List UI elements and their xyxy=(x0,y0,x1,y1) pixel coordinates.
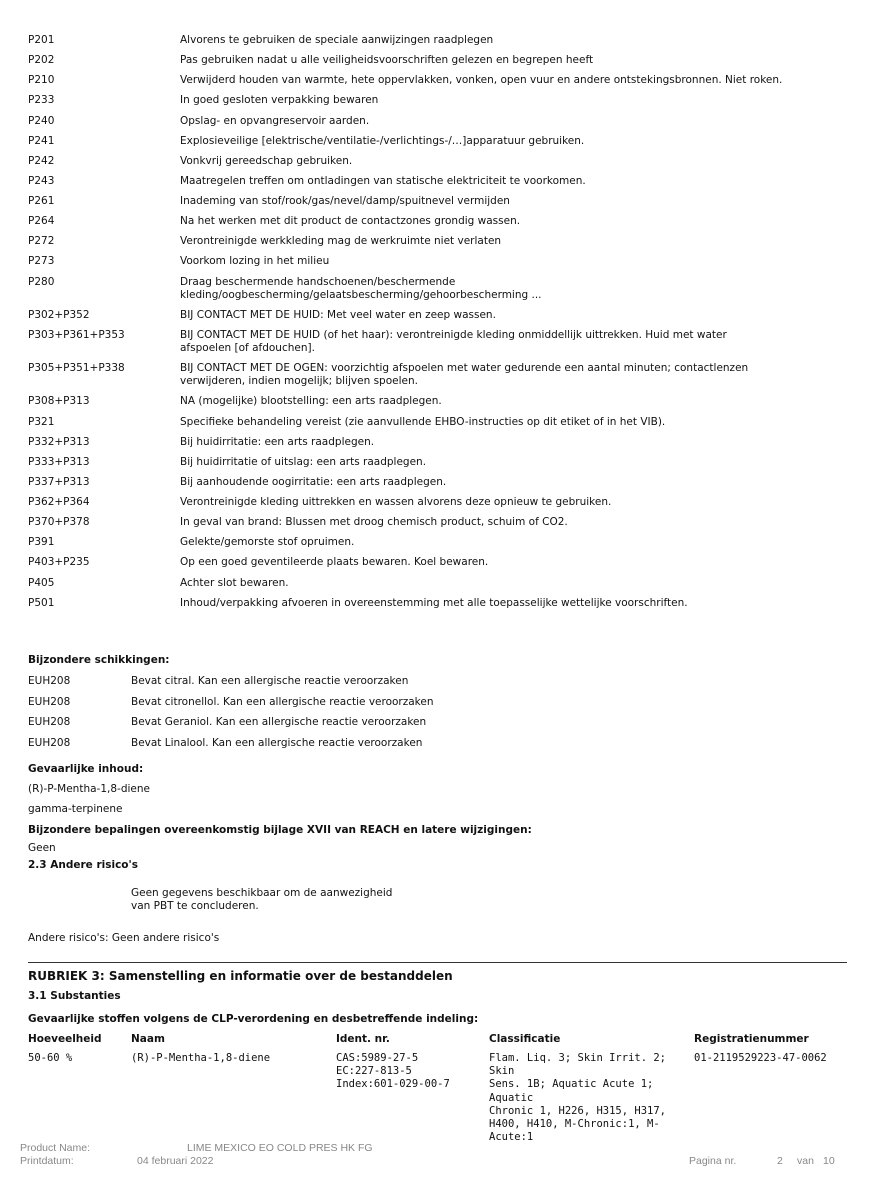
statement-code: P391 xyxy=(28,536,55,549)
col-header-ident: Ident. nr. xyxy=(336,1033,390,1045)
table-row xyxy=(28,74,858,94)
statement-text: Inademing van stof/rook/gas/nevel/damp/spuitnevel vermijden xyxy=(180,195,510,207)
substances-table xyxy=(28,1033,858,1144)
table-row xyxy=(28,556,858,576)
statement-text: BIJ CONTACT MET DE HUID (of het haar): verontreinigde kleding onmiddellijk uittrekken. Huid met water afspoelen [of afdouchen]. xyxy=(180,328,727,354)
statement-text: Explosieveilige [elektrische/ventilatie-/verlichtings-/…]apparatuur gebruiken. xyxy=(180,134,585,147)
statement-code: P241 xyxy=(28,134,55,147)
pbt-line: van PBT te concluderen. xyxy=(131,900,259,913)
statement-code: P362+P364 xyxy=(28,496,90,508)
table-row xyxy=(28,54,858,74)
table-row xyxy=(28,175,858,195)
euh-text: Bevat citronellol. Kan een allergische reactie veroorzaken xyxy=(131,695,434,708)
table-row xyxy=(28,34,858,54)
statement-text: Gelekte/gemorste stof opruimen. xyxy=(180,536,355,549)
special-provisions-table xyxy=(28,675,434,757)
statement-code: P264 xyxy=(28,215,55,228)
table-row xyxy=(28,675,434,696)
page-number-current: 2 xyxy=(777,1155,783,1167)
statement-text: In goed gesloten verpakking bewaren xyxy=(180,94,379,107)
table-row xyxy=(28,456,858,476)
substances-table-title: Gevaarlijke stoffen volgens de CLP-verordening en desbetreffende indeling: xyxy=(28,1013,479,1025)
statement-code: P240 xyxy=(28,114,55,127)
print-date-value: 04 februari 2022 xyxy=(137,1155,214,1167)
table-row xyxy=(28,597,858,617)
col-header-amount: Hoeveelheid xyxy=(28,1033,102,1045)
statement-code: P272 xyxy=(28,235,55,248)
statement-text: Bij aanhoudende oogirritatie: een arts raadplegen. xyxy=(180,475,447,488)
product-name-label: Product Name: xyxy=(20,1142,91,1154)
page-number-of: van xyxy=(797,1155,814,1167)
page-number-total: 10 xyxy=(823,1155,835,1167)
table-row xyxy=(28,215,858,235)
statement-text: Achter slot bewaren. xyxy=(180,576,289,589)
cell-registration: 01-2119529223-47-0062 xyxy=(694,1052,827,1065)
statement-code: P233 xyxy=(28,94,55,107)
table-row xyxy=(28,577,858,597)
hazardous-item: (R)-P-Mentha-1,8-diene xyxy=(28,783,150,795)
statement-text: Verontreinigde kleding uittrekken en wassen alvorens deze opnieuw te gebruiken. xyxy=(180,496,612,508)
annex-value: Geen xyxy=(28,842,56,854)
statement-code: P303+P361+P353 xyxy=(28,328,125,341)
table-row xyxy=(28,696,434,717)
statement-code: P308+P313 xyxy=(28,395,90,408)
statement-text: Maatregelen treffen om ontladingen van statische elektriciteit te voorkomen. xyxy=(180,174,586,187)
pbt-line: Geen gegevens beschikbaar om de aanwezigheid xyxy=(131,887,393,899)
statement-code: P280 xyxy=(28,275,55,288)
statement-code: P201 xyxy=(28,34,55,46)
col-header-classification: Classificatie xyxy=(489,1033,561,1045)
section-divider xyxy=(28,962,847,963)
statement-code: P403+P235 xyxy=(28,556,90,569)
table-row xyxy=(28,195,858,215)
cell-amount: 50-60 % xyxy=(28,1052,73,1065)
cell-name: (R)-P-Mentha-1,8-diene xyxy=(131,1052,271,1065)
statement-text: Alvorens te gebruiken de speciale aanwijzingen raadplegen xyxy=(180,34,494,46)
footer-print-line xyxy=(20,1155,850,1168)
pbt-statement xyxy=(131,887,392,913)
table-row xyxy=(28,94,858,114)
other-risks-heading: 2.3 Andere risico's xyxy=(28,859,138,871)
statement-text: BIJ CONTACT MET DE HUID: Met veel water en zeep wassen. xyxy=(180,308,496,321)
section3-title: RUBRIEK 3: Samenstelling en informatie over de bestanddelen xyxy=(28,969,453,983)
statement-code: P261 xyxy=(28,195,55,207)
footer-product-line xyxy=(20,1142,850,1155)
col-header-registration: Registratienummer xyxy=(694,1033,809,1045)
statement-code: P202 xyxy=(28,54,55,67)
annex-heading: Bijzondere bepalingen overeenkomstig bijlage XVII van REACH en latere wijzigingen: xyxy=(28,824,532,836)
statement-text: Inhoud/verpakking afvoeren in overeenstemming met alle toepasselijke wettelijke voorschriften. xyxy=(180,596,688,609)
euh-code: EUH208 xyxy=(28,716,71,728)
table-row xyxy=(28,395,858,415)
statement-text: Draag beschermende handschoenen/beschermende kleding/oogbescherming/gelaatsbescherming/gehoorbescherming ... xyxy=(180,275,542,301)
table-row xyxy=(28,516,858,536)
table-row xyxy=(28,329,858,362)
special-provisions-heading: Bijzondere schikkingen: xyxy=(28,654,170,666)
section3-subtitle: 3.1 Substanties xyxy=(28,990,121,1002)
euh-code: EUH208 xyxy=(28,736,71,749)
table-row xyxy=(28,155,858,175)
statement-text: Vonkvrij gereedschap gebruiken. xyxy=(180,154,353,167)
euh-code: EUH208 xyxy=(28,695,71,708)
statement-text: BIJ CONTACT MET DE OGEN: voorzichtig afspoelen met water gedurende een aantal minuten; contactlenzen verwijderen, indien mogelijk; blijven spoelen. xyxy=(180,362,749,388)
hazardous-content-heading: Gevaarlijke inhoud: xyxy=(28,763,144,775)
page-footer xyxy=(20,1142,850,1168)
statement-code: P333+P313 xyxy=(28,455,90,468)
print-date-label: Printdatum: xyxy=(20,1155,74,1167)
statement-code: P273 xyxy=(28,255,55,268)
table-row xyxy=(28,115,858,135)
precautionary-statements-table xyxy=(28,34,858,617)
table-row xyxy=(28,1052,858,1144)
table-row xyxy=(28,135,858,155)
cell-classification: Flam. Liq. 3; Skin Irrit. 2; Skin Sens. 1B; Aquatic Acute 1; Aquatic Chronic 1, H226, H315, H317, H400, H410, M-Chronic:1, M- Acute:1 xyxy=(489,1052,667,1143)
statement-code: P242 xyxy=(28,154,55,167)
statement-text: Verwijderd houden van warmte, hete oppervlakken, vonken, open vuur en andere ontstekingsbronnen. Niet roken. xyxy=(180,74,783,87)
statement-text: Op een goed geventileerde plaats bewaren. Koel bewaren. xyxy=(180,556,489,569)
statement-text: Specifieke behandeling vereist (zie aanvullende EHBO-instructies op dit etiket of in het VIB). xyxy=(180,415,666,428)
statement-text: Voorkom lozing in het milieu xyxy=(180,255,330,268)
euh-text: Bevat citral. Kan een allergische reactie veroorzaken xyxy=(131,675,409,687)
page-number-label: Pagina nr. xyxy=(689,1155,737,1167)
statement-code: P370+P378 xyxy=(28,516,90,529)
statement-text: NA (mogelijke) blootstelling: een arts raadplegen. xyxy=(180,395,442,408)
euh-code: EUH208 xyxy=(28,675,71,687)
table-row xyxy=(28,235,858,255)
table-row xyxy=(28,276,858,309)
statement-text: Verontreinigde werkkleding mag de werkruimte niet verlaten xyxy=(180,235,502,248)
euh-text: Bevat Linalool. Kan een allergische reactie veroorzaken xyxy=(131,736,423,749)
table-row xyxy=(28,737,434,758)
table-row xyxy=(28,436,858,456)
table-row xyxy=(28,362,858,395)
hazardous-item: gamma-terpinene xyxy=(28,803,123,815)
table-row xyxy=(28,416,858,436)
table-row xyxy=(28,536,858,556)
statement-text: Opslag- en opvangreservoir aarden. xyxy=(180,114,370,127)
statement-code: P405 xyxy=(28,576,55,589)
other-risks-summary: Andere risico's: Geen andere risico's xyxy=(28,932,220,944)
col-header-name: Naam xyxy=(131,1033,165,1045)
statement-text: Na het werken met dit product de contactzones grondig wassen. xyxy=(180,215,521,228)
table-row xyxy=(28,309,858,329)
statement-code: P302+P352 xyxy=(28,308,90,321)
euh-text: Bevat Geraniol. Kan een allergische reactie veroorzaken xyxy=(131,716,427,728)
statement-code: P332+P313 xyxy=(28,435,90,448)
cell-ident: CAS:5989-27-5 EC:227-813-5 Index:601-029-00-7 xyxy=(336,1052,450,1091)
statement-text: Bij huidirritatie: een arts raadplegen. xyxy=(180,435,375,448)
statement-text: Pas gebruiken nadat u alle veiligheidsvoorschriften gelezen en begrepen heeft xyxy=(180,54,594,67)
table-row xyxy=(28,716,434,737)
statement-code: P337+P313 xyxy=(28,475,90,488)
statement-code: P243 xyxy=(28,174,55,187)
statement-code: P305+P351+P338 xyxy=(28,362,125,375)
statement-code: P321 xyxy=(28,415,55,428)
statement-code: P501 xyxy=(28,596,55,609)
statement-text: In geval van brand: Blussen met droog chemisch product, schuim of CO2. xyxy=(180,516,568,529)
substances-table-header xyxy=(28,1033,858,1046)
table-row xyxy=(28,496,858,516)
table-row xyxy=(28,255,858,275)
statement-text: Bij huidirritatie of uitslag: een arts raadplegen. xyxy=(180,455,427,468)
product-name-value: LIME MEXICO EO COLD PRES HK FG xyxy=(187,1142,373,1154)
table-row xyxy=(28,476,858,496)
statement-code: P210 xyxy=(28,74,55,87)
